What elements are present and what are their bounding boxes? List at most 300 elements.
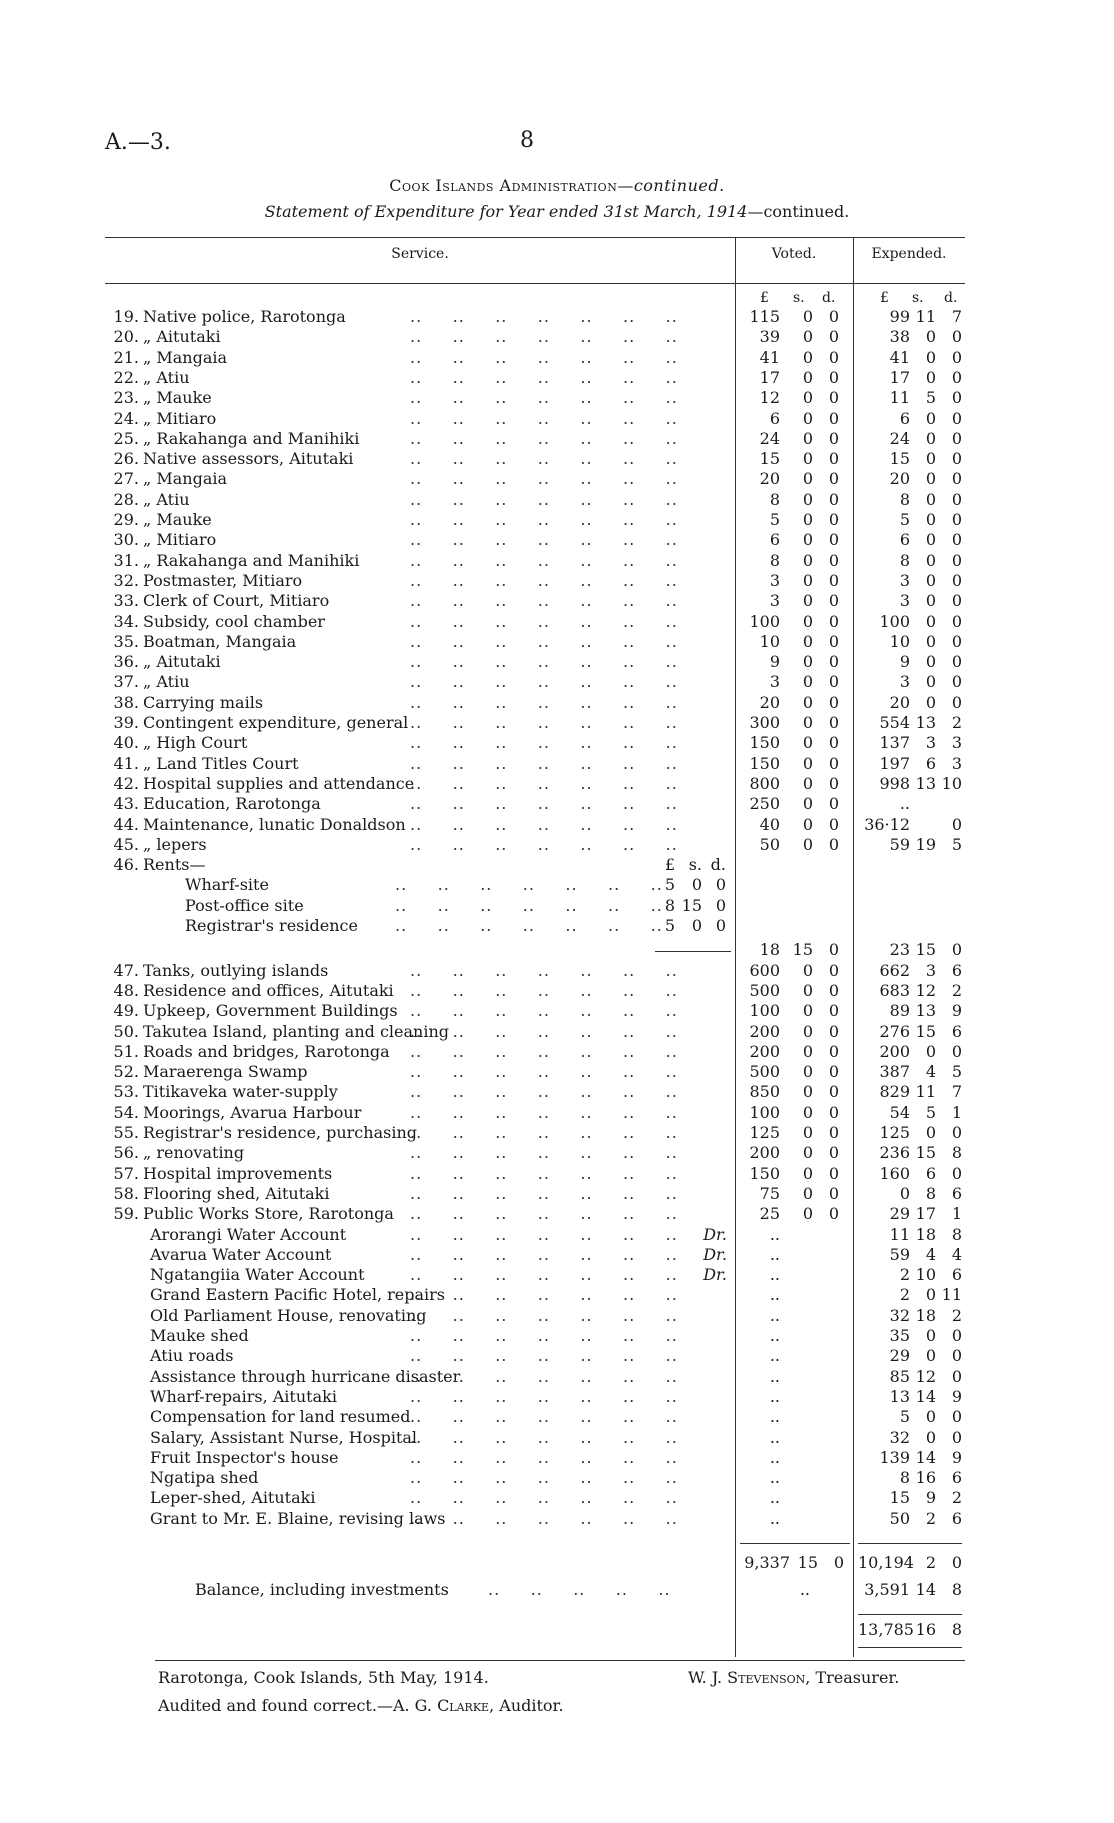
leader-dots: .. .. .. .. .. .. ..	[410, 960, 678, 980]
voted-pence: 0	[828, 960, 839, 980]
voted-pounds: 200	[749, 1143, 780, 1163]
expended-pence: 0	[951, 388, 962, 408]
expended-pence: 0	[951, 672, 962, 692]
table-row	[0, 490, 1114, 510]
voted-pounds: 18	[759, 940, 780, 960]
table-row	[0, 551, 1114, 571]
voted-pounds: 41	[759, 347, 780, 367]
voted-shillings: 0	[802, 980, 813, 1000]
expended-pence: 0	[951, 510, 962, 529]
service-label: Atiu roads	[150, 1346, 234, 1366]
voted-pence: 0	[828, 611, 839, 631]
treasurer-signature	[688, 1668, 899, 1687]
voted-pence: 0	[828, 489, 839, 509]
voted-pounds: 5	[769, 510, 780, 529]
expended-shillings: 0	[925, 489, 936, 509]
expended-shillings: 0	[925, 591, 936, 611]
doc-title-main: Cook Islands Administration	[389, 176, 618, 195]
voted-shillings: 0	[802, 672, 813, 692]
expended-pounds: 5	[899, 1407, 910, 1427]
expended-shillings: 0	[925, 1285, 936, 1305]
leader-dots: .. .. .. .. .. .. ..	[410, 713, 678, 732]
expended-shillings: 13	[915, 773, 936, 793]
voted-pounds: 100	[749, 1001, 780, 1021]
voted-pounds: 150	[749, 733, 780, 753]
voted-pounds: 125	[749, 1123, 780, 1142]
item-number: 32.	[113, 570, 139, 590]
treasurer-surname: Stevenson	[727, 1668, 806, 1687]
service-label: „ Mangaia	[143, 469, 228, 489]
item-number: 47.	[113, 960, 139, 980]
voted-shillings: 0	[802, 327, 813, 347]
expended-shillings: 14	[915, 1447, 936, 1467]
expended-total-rule	[858, 1543, 962, 1544]
voted-pounds: 3	[769, 570, 780, 590]
leader-dots: .. .. .. .. .. .. ..	[410, 1346, 678, 1366]
voted-pence: 0	[828, 530, 839, 550]
item-number: 30.	[113, 530, 139, 550]
table-row	[0, 916, 1114, 936]
expended-shillings: 0	[925, 347, 936, 367]
voted-shillings: 0	[802, 570, 813, 590]
expended-shillings: 10	[915, 1265, 936, 1285]
table-row	[0, 1022, 1114, 1042]
item-number: 43.	[113, 794, 139, 814]
voted-pence: 0	[828, 672, 839, 692]
voted-pence: 0	[828, 408, 839, 428]
leader-dots: .. .. .. .. .. .. ..	[410, 591, 678, 611]
leader-dots: .. .. .. .. .. .. ..	[410, 489, 678, 509]
expended-pounds: 32	[889, 1427, 910, 1447]
table-row	[0, 1164, 1114, 1184]
table-row	[0, 307, 1114, 327]
expended-pence: 0	[951, 1407, 962, 1427]
expended-pence: 7	[951, 1082, 962, 1102]
report-code: A.—3.	[105, 130, 171, 155]
expended-pence: 0	[951, 428, 962, 448]
voted-shillings: 0	[802, 1163, 813, 1183]
expended-shillings: 0	[925, 510, 936, 529]
table-row	[0, 1326, 1114, 1346]
expended-pence: 0	[951, 611, 962, 631]
table-row	[0, 981, 1114, 1001]
expended-total-pence: 0	[951, 1553, 962, 1572]
expended-pence: 0	[951, 327, 962, 347]
expended-pounds: 20	[889, 692, 910, 712]
voted-pounds: 40	[759, 814, 780, 834]
expended-shillings: 0	[925, 428, 936, 448]
service-label: Ngatangiia Water Account	[150, 1265, 365, 1285]
voted-pence: 0	[828, 327, 839, 347]
expended-shillings: 0	[925, 327, 936, 347]
expended-shillings: 3	[925, 733, 936, 753]
voted-shillings: 0	[802, 449, 813, 469]
expended-shillings: 0	[925, 469, 936, 489]
voted-pence: 0	[828, 1102, 839, 1122]
expended-shillings: 15	[915, 1021, 936, 1041]
voted-pence: 0	[828, 713, 839, 732]
voted-pence: 0	[828, 388, 839, 408]
item-number: 52.	[113, 1062, 139, 1082]
service-label: Upkeep, Government Buildings	[143, 1001, 398, 1021]
service-label: Arorangi Water Account	[150, 1224, 347, 1244]
service-label: „ High Court	[143, 733, 248, 753]
voted-pound-unit: £	[760, 290, 769, 306]
voted-pounds: 150	[749, 1163, 780, 1183]
expended-pounds: 5	[899, 510, 910, 529]
voted-pounds: ..	[769, 1366, 780, 1386]
expended-pence: 2	[951, 1305, 962, 1325]
expended-pence: 0	[951, 940, 962, 960]
service-label: Flooring shed, Aitutaki	[143, 1183, 330, 1203]
leader-dots: .. .. .. .. .. .. ..	[410, 1244, 678, 1264]
expended-pounds: 2	[899, 1265, 910, 1285]
expended-pence: 1	[951, 1102, 962, 1122]
expended-pence: 4	[951, 1244, 962, 1264]
table-row	[0, 1265, 1114, 1285]
service-label: „ renovating	[143, 1143, 245, 1163]
totals-row	[0, 1553, 1114, 1573]
item-number: 33.	[113, 591, 139, 611]
leader-dots: .. .. .. .. .. .. ..	[410, 611, 678, 631]
doc-title-suffix: —continued.	[617, 176, 725, 195]
leader-dots: .. .. .. .. .. .. ..	[410, 1326, 678, 1345]
leader-dots: .. .. .. .. .. .. ..	[410, 631, 678, 651]
grand-total-row	[0, 1620, 1114, 1640]
item-number: 53.	[113, 1082, 139, 1102]
voted-column-header: Voted.	[771, 246, 817, 262]
leader-dots: .. .. .. .. .. .. ..	[410, 794, 678, 814]
rent-pounds: 5	[664, 916, 675, 935]
expended-shillings: 0	[925, 692, 936, 712]
voted-shillings: 0	[802, 388, 813, 408]
leader-dots: .. .. .. .. .. .. ..	[410, 733, 678, 753]
table-row	[0, 1306, 1114, 1326]
leader-dots: .. .. .. .. ..	[488, 1580, 671, 1599]
item-number: 51.	[113, 1041, 139, 1061]
grand-total-pence: 8	[951, 1620, 962, 1639]
table-row	[0, 429, 1114, 449]
expended-pounds: 6	[899, 408, 910, 428]
table-row	[0, 510, 1114, 530]
table-row	[0, 632, 1114, 652]
auditor-surname: Clarke	[437, 1696, 490, 1715]
auditor-title: , Auditor.	[489, 1696, 564, 1715]
service-column-header: Service.	[391, 246, 449, 262]
expended-pounds: 35	[889, 1326, 910, 1345]
voted-pence: 0	[828, 591, 839, 611]
service-label: Grant to Mr. E. Blaine, revising laws	[150, 1508, 446, 1528]
expended-pounds: 24	[889, 428, 910, 448]
expended-pounds: 15	[889, 1488, 910, 1508]
voted-pence: 0	[828, 814, 839, 834]
expended-pound-unit: £	[880, 290, 889, 306]
voted-pounds: 75	[759, 1183, 780, 1203]
expended-shillings: 6	[925, 1163, 936, 1183]
service-label: „ Atiu	[143, 489, 190, 509]
table-row	[0, 327, 1114, 347]
expended-pounds: 17	[889, 367, 910, 387]
doc-title	[0, 176, 1114, 195]
item-number: 28.	[113, 489, 139, 509]
item-number: 48.	[113, 980, 139, 1000]
balance-pence: 8	[951, 1580, 962, 1599]
voted-pence: 0	[828, 834, 839, 854]
voted-pounds: 200	[749, 1021, 780, 1041]
voted-shillings: 0	[802, 489, 813, 509]
expended-pence: 0	[951, 1163, 962, 1183]
leader-dots: .. .. .. .. .. .. ..	[410, 1386, 678, 1406]
voted-shillings: 0	[802, 733, 813, 753]
service-label: „ Mangaia	[143, 347, 228, 367]
rent-pence: 0	[715, 916, 726, 935]
expended-pence: 0	[951, 530, 962, 550]
rent-shillings: 0	[691, 916, 702, 935]
voted-shillings: 0	[802, 1204, 813, 1224]
table-row	[0, 348, 1114, 368]
expended-pence: 5	[951, 1062, 962, 1082]
leader-dots: .. .. .. .. .. .. ..	[410, 1143, 678, 1163]
expended-shillings: 17	[915, 1204, 936, 1224]
expended-pence: 5	[951, 834, 962, 854]
voted-shillings: 0	[802, 510, 813, 529]
leader-dots: .. .. .. .. .. .. ..	[410, 1468, 678, 1488]
service-label: Maintenance, lunatic Donaldson	[143, 814, 406, 834]
voted-pounds: 8	[769, 550, 780, 570]
expended-pence: 2	[951, 980, 962, 1000]
expended-shillings: 0	[925, 530, 936, 550]
leader-dots: .. .. .. .. .. .. ..	[410, 1082, 678, 1102]
doc-subtitle-main: Statement of Expenditure for Year ended 31st March, 1914	[264, 202, 748, 221]
treasurer-initials: W. J.	[688, 1668, 728, 1687]
voted-total-pence: 0	[833, 1553, 844, 1572]
expended-pounds: 3	[899, 591, 910, 611]
voted-pounds: ..	[769, 1224, 780, 1244]
item-number: 49.	[113, 1001, 139, 1021]
table-row	[0, 672, 1114, 692]
voted-pence: 0	[828, 692, 839, 712]
service-label: Avarua Water Account	[150, 1244, 332, 1264]
service-label: Leper-shed, Aitutaki	[150, 1488, 316, 1508]
expended-pounds: 38	[889, 327, 910, 347]
expended-shillings: 18	[915, 1305, 936, 1325]
voted-pounds: ..	[769, 1244, 780, 1264]
doc-subtitle	[0, 202, 1114, 221]
table-row	[0, 1225, 1114, 1245]
voted-shillings: 15	[792, 940, 813, 960]
voted-pounds: 12	[759, 388, 780, 408]
voted-pounds: 8	[769, 489, 780, 509]
expended-shillings: 3	[925, 960, 936, 980]
voted-shillings: 0	[802, 307, 813, 326]
expended-pounds: 139	[879, 1447, 910, 1467]
expended-pounds: 276	[879, 1021, 910, 1041]
item-number: 50.	[113, 1021, 139, 1041]
expended-shillings: 18	[915, 1224, 936, 1244]
leader-dots: .. .. .. .. .. .. ..	[410, 408, 678, 428]
voted-pounds: ..	[769, 1326, 780, 1345]
balance-label: Balance, including investments	[195, 1580, 449, 1599]
table-row	[0, 1103, 1114, 1123]
table-row	[0, 1042, 1114, 1062]
expended-pence: 10	[941, 773, 962, 793]
leader-dots: .. .. .. .. .. .. ..	[410, 1041, 678, 1061]
table-row	[0, 1468, 1114, 1488]
expended-pence: 9	[951, 1386, 962, 1406]
table-row	[0, 530, 1114, 550]
table-row	[0, 774, 1114, 794]
voted-pounds: ..	[769, 1285, 780, 1305]
voted-shillings: 0	[802, 692, 813, 712]
voted-shillings: 0	[802, 1123, 813, 1142]
item-number: 57.	[113, 1163, 139, 1183]
expended-pence: 7	[951, 307, 962, 326]
expended-column-header: Expended.	[871, 246, 947, 262]
leader-dots: .. .. .. .. .. .. ..	[410, 1021, 678, 1041]
voted-pounds: 3	[769, 591, 780, 611]
table-row	[0, 652, 1114, 672]
expended-shillings: 2	[925, 1508, 936, 1528]
service-label: Residence and offices, Aitutaki	[143, 980, 394, 1000]
expended-pence: 0	[951, 367, 962, 387]
table-row	[0, 961, 1114, 981]
voted-pounds: 6	[769, 530, 780, 550]
item-number: 20.	[113, 327, 139, 347]
expended-pounds: 11	[889, 388, 910, 408]
service-label: Ngatipa shed	[150, 1468, 259, 1488]
expended-pounds: 6	[899, 530, 910, 550]
service-label: Roads and bridges, Rarotonga	[143, 1041, 390, 1061]
leader-dots: .. .. .. .. .. .. ..	[410, 1447, 678, 1467]
expended-shillings: 14	[915, 1386, 936, 1406]
voted-pounds: ..	[769, 1305, 780, 1325]
leader-dots: .. .. .. .. .. .. ..	[410, 1305, 678, 1325]
expended-pounds: 36·12	[864, 814, 910, 834]
voted-shillings: 0	[802, 347, 813, 367]
leader-dots: .. .. .. .. .. .. ..	[410, 1123, 678, 1142]
expended-shillings: 0	[925, 1427, 936, 1447]
rent-shillings: 15	[681, 895, 702, 915]
expended-pounds: 85	[889, 1366, 910, 1386]
leader-dots: .. .. .. .. .. .. ..	[410, 530, 678, 550]
table-row	[0, 1245, 1114, 1265]
service-label: Old Parliament House, renovating	[150, 1305, 427, 1325]
voted-pounds: ..	[769, 1407, 780, 1427]
expended-shillings: 0	[925, 550, 936, 570]
expended-pence: 6	[951, 1508, 962, 1528]
service-label: „ Atiu	[143, 672, 190, 692]
voted-pence: 0	[828, 794, 839, 814]
expended-pence: 0	[951, 347, 962, 367]
expended-pence: 0	[951, 591, 962, 611]
voted-pounds: 850	[749, 1082, 780, 1102]
voted-pounds: 25	[759, 1204, 780, 1224]
item-number: 21.	[113, 347, 139, 367]
expended-shillings: 4	[925, 1062, 936, 1082]
voted-pence: 0	[828, 652, 839, 672]
service-label: Maraerenga Swamp	[143, 1062, 308, 1082]
item-number: 41.	[113, 753, 139, 773]
expended-shillings: 5	[925, 388, 936, 408]
voted-pence: 0	[828, 1062, 839, 1082]
table-row	[0, 1204, 1114, 1224]
expended-pounds: 15	[889, 449, 910, 469]
rent-shillings: 0	[691, 875, 702, 895]
item-number: 34.	[113, 611, 139, 631]
expended-pence: 0	[951, 550, 962, 570]
service-label: „ Mauke	[143, 510, 212, 529]
voted-pence: 0	[828, 1001, 839, 1021]
service-label: Compensation for land resumed	[150, 1407, 411, 1427]
table-row	[0, 1367, 1114, 1387]
table-row	[0, 713, 1114, 733]
footer-rule	[155, 1660, 965, 1661]
expended-shillings: 12	[915, 1366, 936, 1386]
item-number: 31.	[113, 550, 139, 570]
expended-pence: 11	[941, 1285, 962, 1305]
expended-shillings: 5	[925, 1102, 936, 1122]
expended-pounds: 20	[889, 469, 910, 489]
voted-pence: 0	[828, 1082, 839, 1102]
voted-pounds: ..	[769, 1447, 780, 1467]
leader-dots: .. .. .. .. .. .. ..	[410, 510, 678, 529]
expended-shillings: 12	[915, 980, 936, 1000]
expended-shillings: 16	[915, 1468, 936, 1488]
item-number: 19.	[113, 307, 139, 326]
table-row	[0, 1001, 1114, 1021]
rent-pence: 0	[715, 895, 726, 915]
voted-shillings: 0	[802, 1062, 813, 1082]
item-number: 35.	[113, 631, 139, 651]
expended-shillings: 13	[915, 1001, 936, 1021]
table-row	[0, 1509, 1114, 1529]
voted-pence: 0	[828, 1163, 839, 1183]
voted-pounds: 100	[749, 611, 780, 631]
service-label: Native assessors, Aitutaki	[143, 449, 354, 469]
voted-shillings: 0	[802, 753, 813, 773]
voted-shillings: 0	[802, 591, 813, 611]
voted-shillings: 0	[802, 428, 813, 448]
item-number: 39.	[113, 713, 139, 732]
expended-pounds: 554	[879, 713, 910, 732]
table-row	[0, 1428, 1114, 1448]
table-row	[0, 754, 1114, 774]
voted-pounds: ..	[769, 1488, 780, 1508]
grand-total-shillings: 16	[915, 1620, 936, 1639]
voted-pence: 0	[828, 347, 839, 367]
voted-shillings: 0	[802, 652, 813, 672]
voted-pence: 0	[828, 307, 839, 326]
expended-pounds: 32	[889, 1305, 910, 1325]
item-number: 55.	[113, 1123, 139, 1142]
expended-shillings: 11	[915, 307, 936, 326]
voted-shillings: 0	[802, 1041, 813, 1061]
leader-dots: .. .. .. .. .. .. ..	[410, 550, 678, 570]
leader-dots: .. .. .. .. .. .. ..	[410, 1407, 678, 1427]
expended-pence: 0	[951, 1326, 962, 1345]
expended-pence: 0	[951, 1346, 962, 1366]
leader-dots: .. .. .. .. .. .. ..	[410, 1183, 678, 1203]
service-label: Contingent expenditure, general	[143, 713, 409, 732]
voted-pence: 0	[828, 1123, 839, 1142]
service-label: Public Works Store, Rarotonga	[143, 1204, 394, 1224]
item-number: 54.	[113, 1102, 139, 1122]
item-number: 58.	[113, 1183, 139, 1203]
item-number: 40.	[113, 733, 139, 753]
expended-pounds: ..	[899, 794, 910, 814]
table-row	[0, 693, 1114, 713]
table-header-rule	[105, 283, 965, 284]
